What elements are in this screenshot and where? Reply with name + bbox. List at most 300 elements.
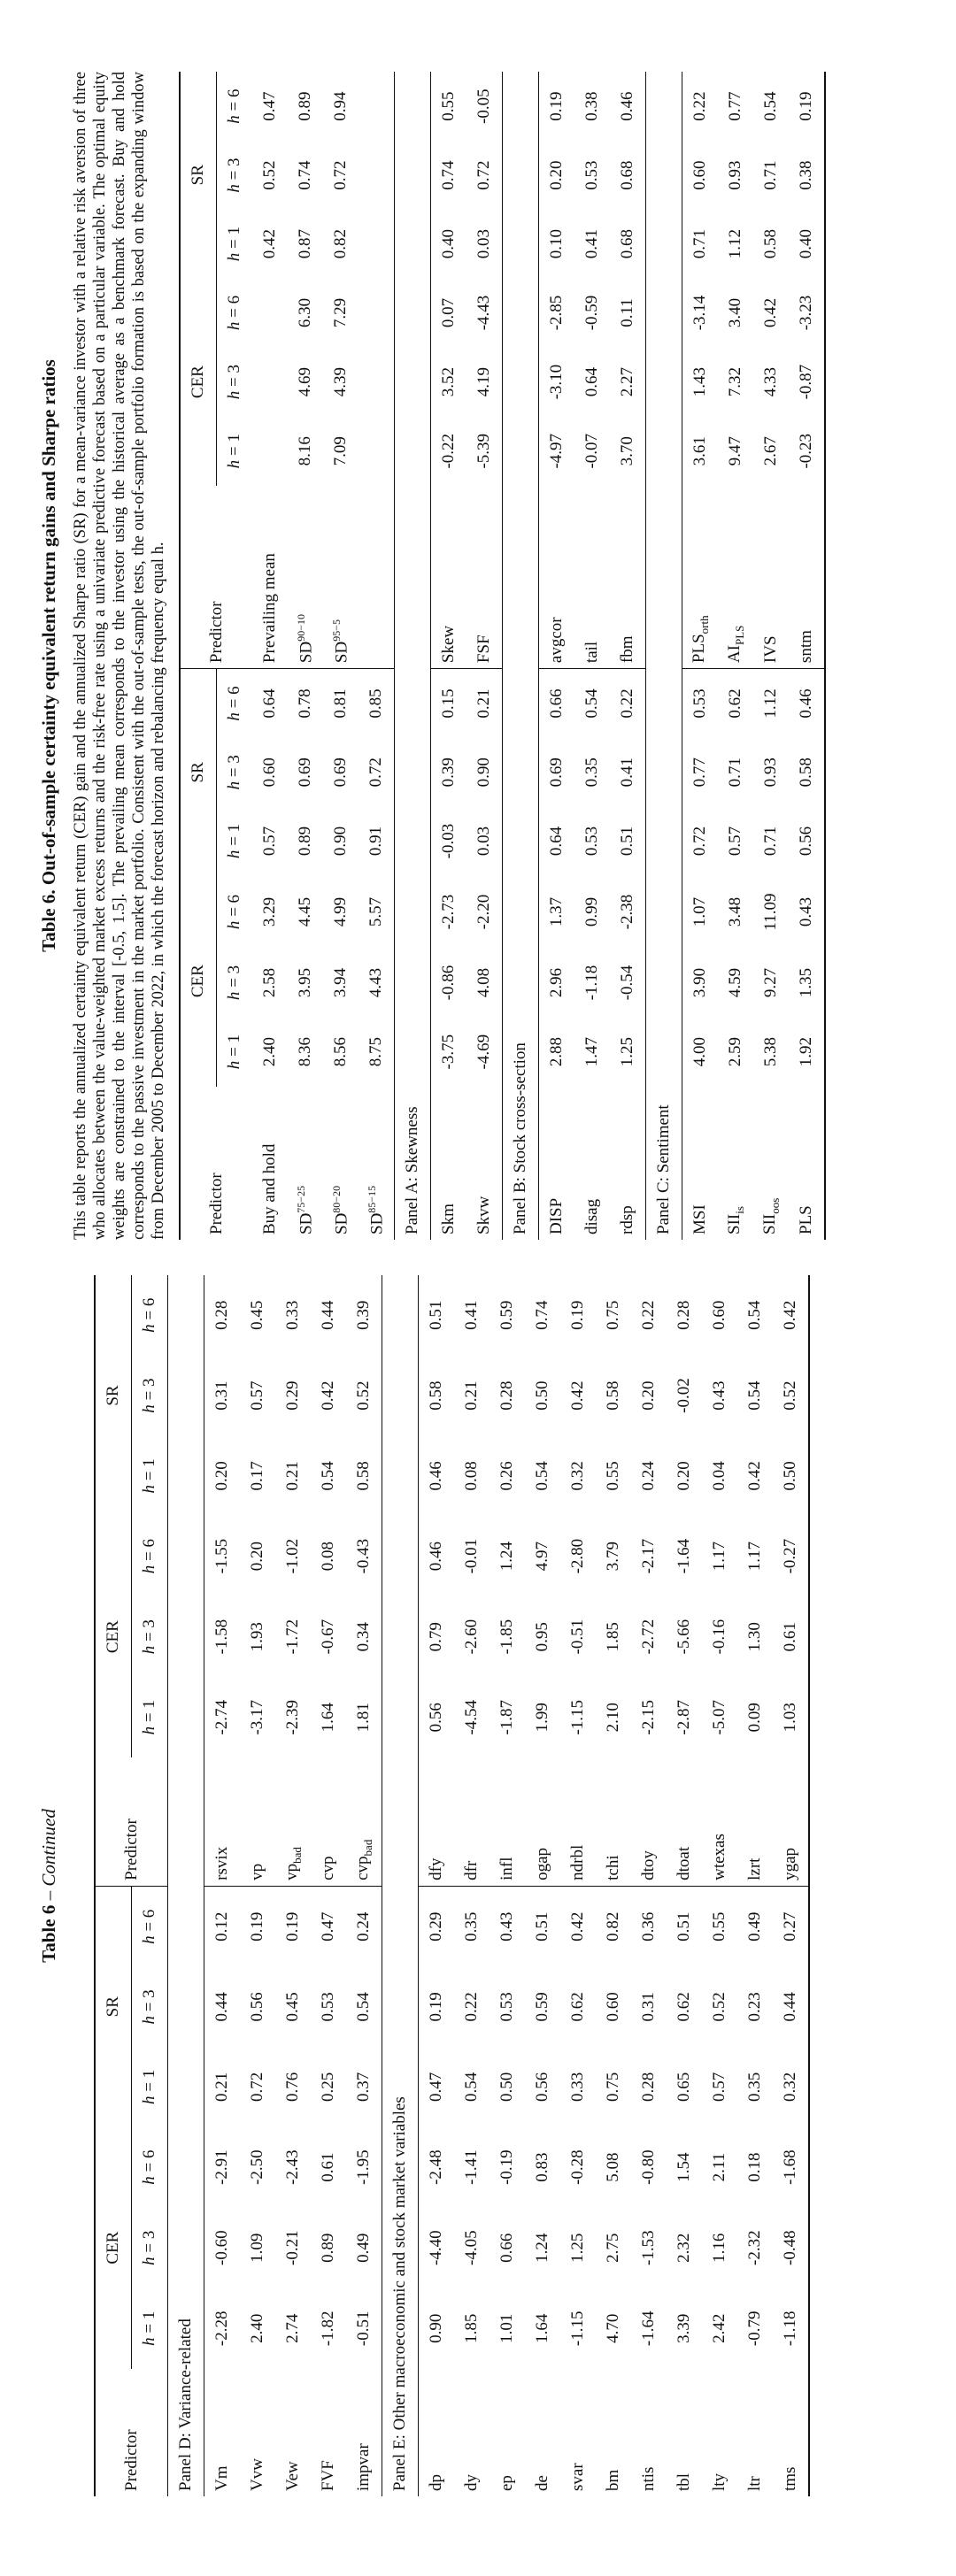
sr-value: 0.81 [331,688,350,719]
cer-value: 0.20 [248,1541,266,1572]
cer-value [252,278,288,347]
predictor-name: lzrt [737,1757,773,1886]
sr-value: 0.53 [690,688,709,719]
sr-value: 0.33 [283,1300,302,1330]
cer-value: 1.43 [690,366,709,397]
cer-value: 2.67 [761,436,780,466]
predictor-name: wtexas [702,1757,737,1886]
cer-value: -0.19 [497,2149,516,2185]
cer-value: 0.95 [533,1622,551,1652]
cer-value: -2.80 [568,1538,587,1574]
sr-value: 0.42 [568,1911,587,1942]
predictor-name: bm [604,2469,622,2491]
cer-value: -2.28 [212,2311,231,2347]
cer-value [252,417,288,486]
horizon-header: h = 6 [140,1539,158,1574]
cer-value: 7.09 [331,436,350,466]
predictor-name: $vp_{bad}$ [275,1757,311,1886]
table-row [346,1275,382,2496]
cer-value: 8.56 [331,1037,350,1067]
predictor-name: Vvw [248,2458,266,2491]
table-row [466,72,503,1240]
sr-value: 0.94 [331,91,350,121]
panel-label: Panel A: Skewness [395,72,431,1240]
cer-value: -0.22 [439,433,458,469]
horizon-header: h = 6 [225,686,243,721]
sr-value: 0.56 [533,2072,551,2102]
cer-value: -1.55 [212,1538,231,1574]
cer-value: 2.32 [675,2233,693,2263]
cer-value: 0.11 [618,298,636,327]
cer-value: 0.46 [427,1541,445,1572]
sr-value: 0.40 [439,229,458,259]
table-row [252,72,288,1240]
sr-value: 0.29 [283,1380,302,1411]
panel-label: Panel D: Variance-related [168,1275,204,2496]
predictor-name: rdsp [618,1205,636,1234]
table-title: Table 6. Out-of-sample certainty equivalent return gains and Sharpe ratios [38,359,59,952]
sr-value: 0.38 [582,91,601,121]
cer-value: -2.91 [212,2149,231,2185]
sr-value: 0.69 [296,757,314,788]
horizon-header: h = 1 [140,1458,158,1494]
predictor-name: avgcor [539,486,575,669]
cer-value: -1.18 [582,965,601,1001]
sr-value: 0.19 [427,1992,445,2022]
table-row [240,1275,275,2496]
cer-value: 3.94 [331,967,350,998]
horizon-header: h = 3 [140,1378,158,1413]
sr-value: -0.05 [474,88,493,124]
cer-value: -1.85 [497,1619,516,1655]
sr-value: 0.35 [745,2072,764,2102]
sr-value: 0.59 [533,1992,551,2022]
predictor-name: $SD^{75-25}$ [294,1185,316,1234]
cer-value: -0.51 [354,2311,373,2347]
cer-value: 1.17 [710,1541,729,1572]
sr-value: 0.41 [618,757,636,788]
cer-value: 2.10 [604,1703,622,1733]
sr-value: 0.21 [212,2072,231,2102]
predictor-name: ogap [525,1757,560,1886]
sr-value: 0.42 [745,1461,764,1491]
sr-value: 0.35 [462,1911,481,1942]
cer-value: -2.73 [439,894,458,930]
sr-value: 0.75 [604,1300,622,1330]
cer-value: -0.59 [582,295,601,331]
predictor-name: dfy [419,1757,455,1886]
table-row [718,72,753,1240]
cer-value: 1.24 [533,2233,551,2263]
sr-value: 0.82 [331,229,350,259]
sr-value: 0.69 [331,757,350,788]
cer-value: -0.80 [639,2149,658,2185]
predictor-name: tail [574,486,610,669]
cer-value: 0.43 [797,896,815,927]
predictor-name: $SD^{80-20}$ [329,1185,351,1234]
sr-value: 0.44 [781,1992,799,2022]
cer-value: -0.23 [797,433,815,469]
cer-value: 6.30 [296,297,314,328]
sr-value: 0.93 [726,160,744,190]
sr-value: 0.35 [582,757,601,788]
cer-value: 2.40 [248,2313,266,2343]
cer-value: -3.17 [248,1699,266,1735]
panel-label: Panel B: Stock cross-section [503,72,539,1240]
cer-value: 0.61 [781,1622,799,1652]
sr-value: 0.40 [797,229,815,259]
cer-value: 0.09 [745,1703,764,1733]
horizon-header: h = 1 [225,823,243,859]
sr-value: 0.21 [283,1461,302,1491]
predictor-name: sntm [789,486,825,669]
horizon-header: h = 1 [225,434,243,469]
cer-value: 9.27 [761,967,780,998]
predictor-name: Skvw [474,1196,493,1234]
horizon-header: h = 1 [140,1700,158,1735]
cer-value: 0.79 [427,1622,445,1652]
cer-value: -2.85 [547,295,566,331]
cer-value: 11.09 [761,893,780,931]
horizon-header: h = 6 [225,88,243,124]
predictor-name: infl [490,1757,525,1886]
cer-value: 4.97 [533,1541,551,1572]
cer-value: -0.67 [319,1619,337,1655]
predictor-name: IVS [753,486,789,669]
sr-value: 0.72 [248,2072,266,2102]
cer-value: -0.27 [781,1538,799,1574]
cer-value: 0.66 [497,2233,516,2263]
sr-value: 0.03 [474,826,493,857]
sr-value: 0.08 [462,1461,481,1491]
cer-value: 1.03 [781,1703,799,1733]
predictor-name: de [533,2475,551,2491]
table-row [789,72,825,1240]
sr-value: 0.28 [497,1380,516,1411]
cer-value: 0.99 [582,896,601,927]
cer-value: 0.83 [533,2152,551,2182]
cer-value: -5.39 [474,433,493,469]
cer-value: 2.75 [604,2233,622,2263]
sr-value [358,210,395,279]
table-row [631,1275,667,2496]
predictor-name: ntis [639,2466,658,2491]
sr-value: 0.66 [547,688,566,719]
cer-value: 3.29 [260,896,279,927]
table-row [539,72,575,1240]
sr-value: 0.46 [797,688,815,719]
cer-value: 2.96 [547,967,566,998]
cer-value: -1.95 [354,2149,373,2185]
sr-value: 0.54 [354,1992,373,2022]
cer-value: 0.42 [761,297,780,328]
sr-value: 0.39 [439,757,458,788]
table-row [753,72,789,1240]
sr-value: 0.54 [745,1380,764,1411]
cer-value: 4.00 [690,1037,709,1067]
sr-value: 0.54 [582,688,601,719]
sr-value: 0.76 [283,2072,302,2102]
predictor-name: fbm [610,486,646,669]
cer-header: CER [180,278,217,485]
horizon-header: h = 6 [225,295,243,331]
sr-value: 0.12 [212,1911,231,1942]
sr-value: 0.22 [639,1300,658,1330]
table-row [204,1275,241,2496]
sr-value: 0.36 [639,1911,658,1942]
cer-value: -0.54 [618,965,636,1001]
sr-value: 0.57 [260,826,279,857]
cer-value: -4.69 [474,1034,493,1070]
cer-value: 2.88 [547,1037,566,1067]
sr-value: 0.24 [354,1911,373,1942]
sr-value: 0.50 [781,1461,799,1491]
sr-value: 0.33 [568,2072,587,2102]
predictor-name: Vm [212,2465,231,2491]
cer-value: 3.39 [675,2313,693,2343]
predictor-name: cvp [311,1757,346,1886]
sr-value: 0.55 [710,1911,729,1942]
sr-value: 0.60 [260,757,279,788]
table-row [574,72,610,1240]
sr-value: 0.25 [319,2072,337,2102]
predictor-name: $SII_{oos}$ [759,1197,782,1234]
cer-value: 7.32 [726,366,744,397]
sr-value: 0.03 [474,229,493,259]
cer-value: -2.48 [427,2149,445,2185]
cer-value: -2.38 [618,894,636,930]
cer-value: 1.01 [497,2313,516,2343]
cer-value: 3.40 [726,297,744,328]
cer-value: -0.51 [568,1619,587,1655]
cer-value: 1.54 [675,2152,693,2182]
cer-value: 5.57 [366,896,385,927]
sr-value: 0.42 [568,1380,587,1411]
predictor-name: MSI [690,1204,709,1234]
predictor-name: $PLS_{orth}$ [682,486,719,669]
sr-value: 0.46 [427,1461,445,1491]
cer-value: 4.99 [331,896,350,927]
cer-value: -1.58 [212,1619,231,1655]
sr-value: -0.03 [439,823,458,859]
sr-header: SR [180,669,217,876]
sr-value: 0.19 [568,1300,587,1330]
cer-value: 1.81 [354,1703,373,1733]
cer-value: 0.07 [439,297,458,328]
cer-value: -0.21 [283,2230,302,2265]
sr-value: 0.58 [797,757,815,788]
predictor-name: $SD^{95-5}$ [323,486,358,669]
sr-value: 0.17 [248,1461,266,1491]
cer-value: -4.05 [462,2230,481,2265]
horizon-header: h = 3 [225,755,243,790]
sr-value: 0.74 [439,160,458,190]
sr-value: 0.37 [354,2072,373,2102]
predictor-name [358,486,395,669]
table-row [737,1275,773,2496]
sr-value: 0.89 [296,826,314,857]
sr-value: 0.60 [710,1300,729,1330]
cer-value: -0.87 [797,364,815,400]
continued-title [35,1275,62,2496]
sr-value: 0.90 [474,757,493,788]
cer-value: 5.38 [761,1037,780,1067]
sr-value: 0.28 [639,2072,658,2102]
cer-value: 4.59 [726,967,744,998]
sr-value: 0.24 [639,1461,658,1491]
cer-value: 1.47 [582,1037,601,1067]
sr-value: 0.51 [533,1911,551,1942]
sr-value: 0.58 [427,1380,445,1411]
sr-value: 0.21 [462,1380,481,1411]
sr-value: 0.10 [547,229,566,259]
table-row [358,72,395,1240]
cer-value: -0.48 [781,2230,799,2265]
cer-value: 0.90 [427,2313,445,2343]
sr-value: 0.44 [319,1300,337,1330]
cer-value: 2.58 [260,967,279,998]
sr-value: 0.59 [497,1300,516,1330]
predictor-header: Predictor [95,1757,168,1886]
cer-value: -3.14 [690,295,709,331]
cer-value: 0.56 [427,1703,445,1733]
predictor-name: Skm [439,1203,458,1234]
sr-value: 0.72 [366,757,385,788]
sr-value: 0.75 [604,2072,622,2102]
sr-value: 0.53 [319,1992,337,2022]
predictor-name: $SII_{is}$ [724,1206,746,1234]
cer-value: 1.25 [568,2233,587,2263]
predictor-name: $SD^{90-10}$ [288,486,323,669]
cer-value: 1.85 [604,1622,622,1652]
table-row [596,1275,631,2496]
cer-value: -1.15 [568,2311,587,2347]
table-continued-column [35,1275,810,2496]
sr-value: 0.49 [745,1911,764,1942]
cer-value: 2.42 [710,2313,729,2343]
predictor-name: dp [427,2474,445,2491]
sr-value: 0.41 [582,229,601,259]
predictor-header: Predictor [180,486,252,669]
cer-value: 7.29 [331,297,350,328]
sr-value: 0.57 [710,2072,729,2102]
sr-value: 0.65 [675,2072,693,2102]
horizon-header: h = 1 [225,227,243,262]
cer-value: -2.74 [212,1699,231,1735]
predictor-name: ep [497,2475,516,2491]
predictor-header: Predictor [206,1173,226,1234]
predictor-name: lty [710,2472,729,2491]
sr-header: SR [180,72,217,278]
sr-value: 0.20 [675,1461,693,1491]
sr-value: 0.43 [497,1911,516,1942]
predictor-name: dy [462,2474,481,2491]
cer-value [358,278,395,347]
cer-value: -3.23 [797,295,815,331]
sr-value: 0.44 [212,1992,231,2022]
predictor-name: Skew [431,486,467,669]
cer-value: 1.64 [533,2313,551,2343]
cer-value: 1.99 [533,1703,551,1733]
predictor-name: Vew [283,2461,302,2491]
sr-value: 0.72 [474,160,493,190]
sr-value: 0.62 [568,1992,587,2022]
horizon-header: h = 6 [225,894,243,930]
predictor-name: FVF [319,2460,337,2491]
predictor-name: disag [582,1198,601,1234]
table-row [288,72,323,1240]
sr-value: 0.20 [547,160,566,190]
sr-value: 0.87 [296,229,314,259]
sr-value: 0.47 [260,91,279,121]
sr-value: 0.52 [260,160,279,190]
sr-value: 0.23 [745,1992,764,2022]
table-row [667,1275,702,2496]
horizon-header: h = 3 [225,158,243,193]
sr-value: 0.26 [497,1461,516,1491]
cer-value: 0.18 [745,2152,764,2182]
cer-value: 2.74 [283,2313,302,2343]
sr-value: 0.89 [296,91,314,121]
sr-value: 0.22 [462,1992,481,2022]
predictor-name: FSF [466,486,503,669]
cer-value: 2.11 [710,2152,729,2182]
table-main-column [35,72,826,1240]
sr-value: 1.12 [761,688,780,719]
sr-value: 0.43 [710,1380,729,1411]
sr-value: 0.74 [296,160,314,190]
horizon-header: h = 1 [225,1034,243,1070]
panel-label: Panel E: Other macroeconomic and stock market variables [382,1275,419,2496]
sr-value: 0.55 [439,91,458,121]
cer-value: 1.30 [745,1622,764,1652]
horizon-header: h = 1 [140,2311,158,2346]
sr-value: 0.62 [726,688,744,719]
sr-value: 0.19 [283,1911,302,1942]
cer-value: -0.60 [212,2230,231,2265]
table-row [610,72,646,1240]
sr-value: 0.55 [604,1461,622,1491]
table-caption: This table reports the annualized certainty equivalent return (CER) gain and the annualized Sharpe ratio (SR) for a mean-variance investor with a relative risk aversion of three who allocates between the value-weighted market excess returns and the risk-free rate using a univariate predictive forecast based on a particular variable. The optimal equity weights are constrained to the interval [-0.5, 1.5]. The prevailing mean corresponds to the investor using the historical average as a benchmark forecast. Buy and hold corresponds to the passive investment in the market portfolio. Consistent with the out-of-sample tests, the out-of-sample portfolio formation is based on the expanding window from December 2005 to December 2022, in which the forecast horizon and rebalancing frequency equal h. [72,72,167,1240]
sr-value: 0.93 [761,757,780,788]
cer-value: -0.16 [710,1619,729,1655]
sr-value [358,141,395,210]
sr-value: 0.72 [331,160,350,190]
sr-value: 0.46 [618,91,636,121]
sr-value: -0.02 [675,1378,693,1413]
cer-value: -1.64 [675,1538,693,1574]
predictor-name: Prevailing mean [252,486,288,669]
sr-value: 0.28 [675,1300,693,1330]
sr-value: 0.19 [248,1911,266,1942]
cer-header: CER [95,2127,132,2369]
table-row [454,1275,490,2496]
horizon-header: h = 6 [140,1909,158,1944]
cer-value: -2.32 [745,2230,764,2265]
horizon-header: h = 3 [140,2230,158,2265]
cer-value: -2.39 [283,1699,302,1735]
sr-value: 0.54 [462,2072,481,2102]
sr-value: 0.53 [582,160,601,190]
horizon-header: h = 3 [225,365,243,400]
predictor-name: Buy and hold [260,1143,279,1234]
cer-value: 1.85 [462,2313,481,2343]
cer-header: CER [180,876,217,1087]
sr-value [358,72,395,141]
cer-value: 3.70 [618,436,636,466]
sr-value: 1.12 [726,229,744,259]
sr-value: 0.52 [710,1992,729,2022]
